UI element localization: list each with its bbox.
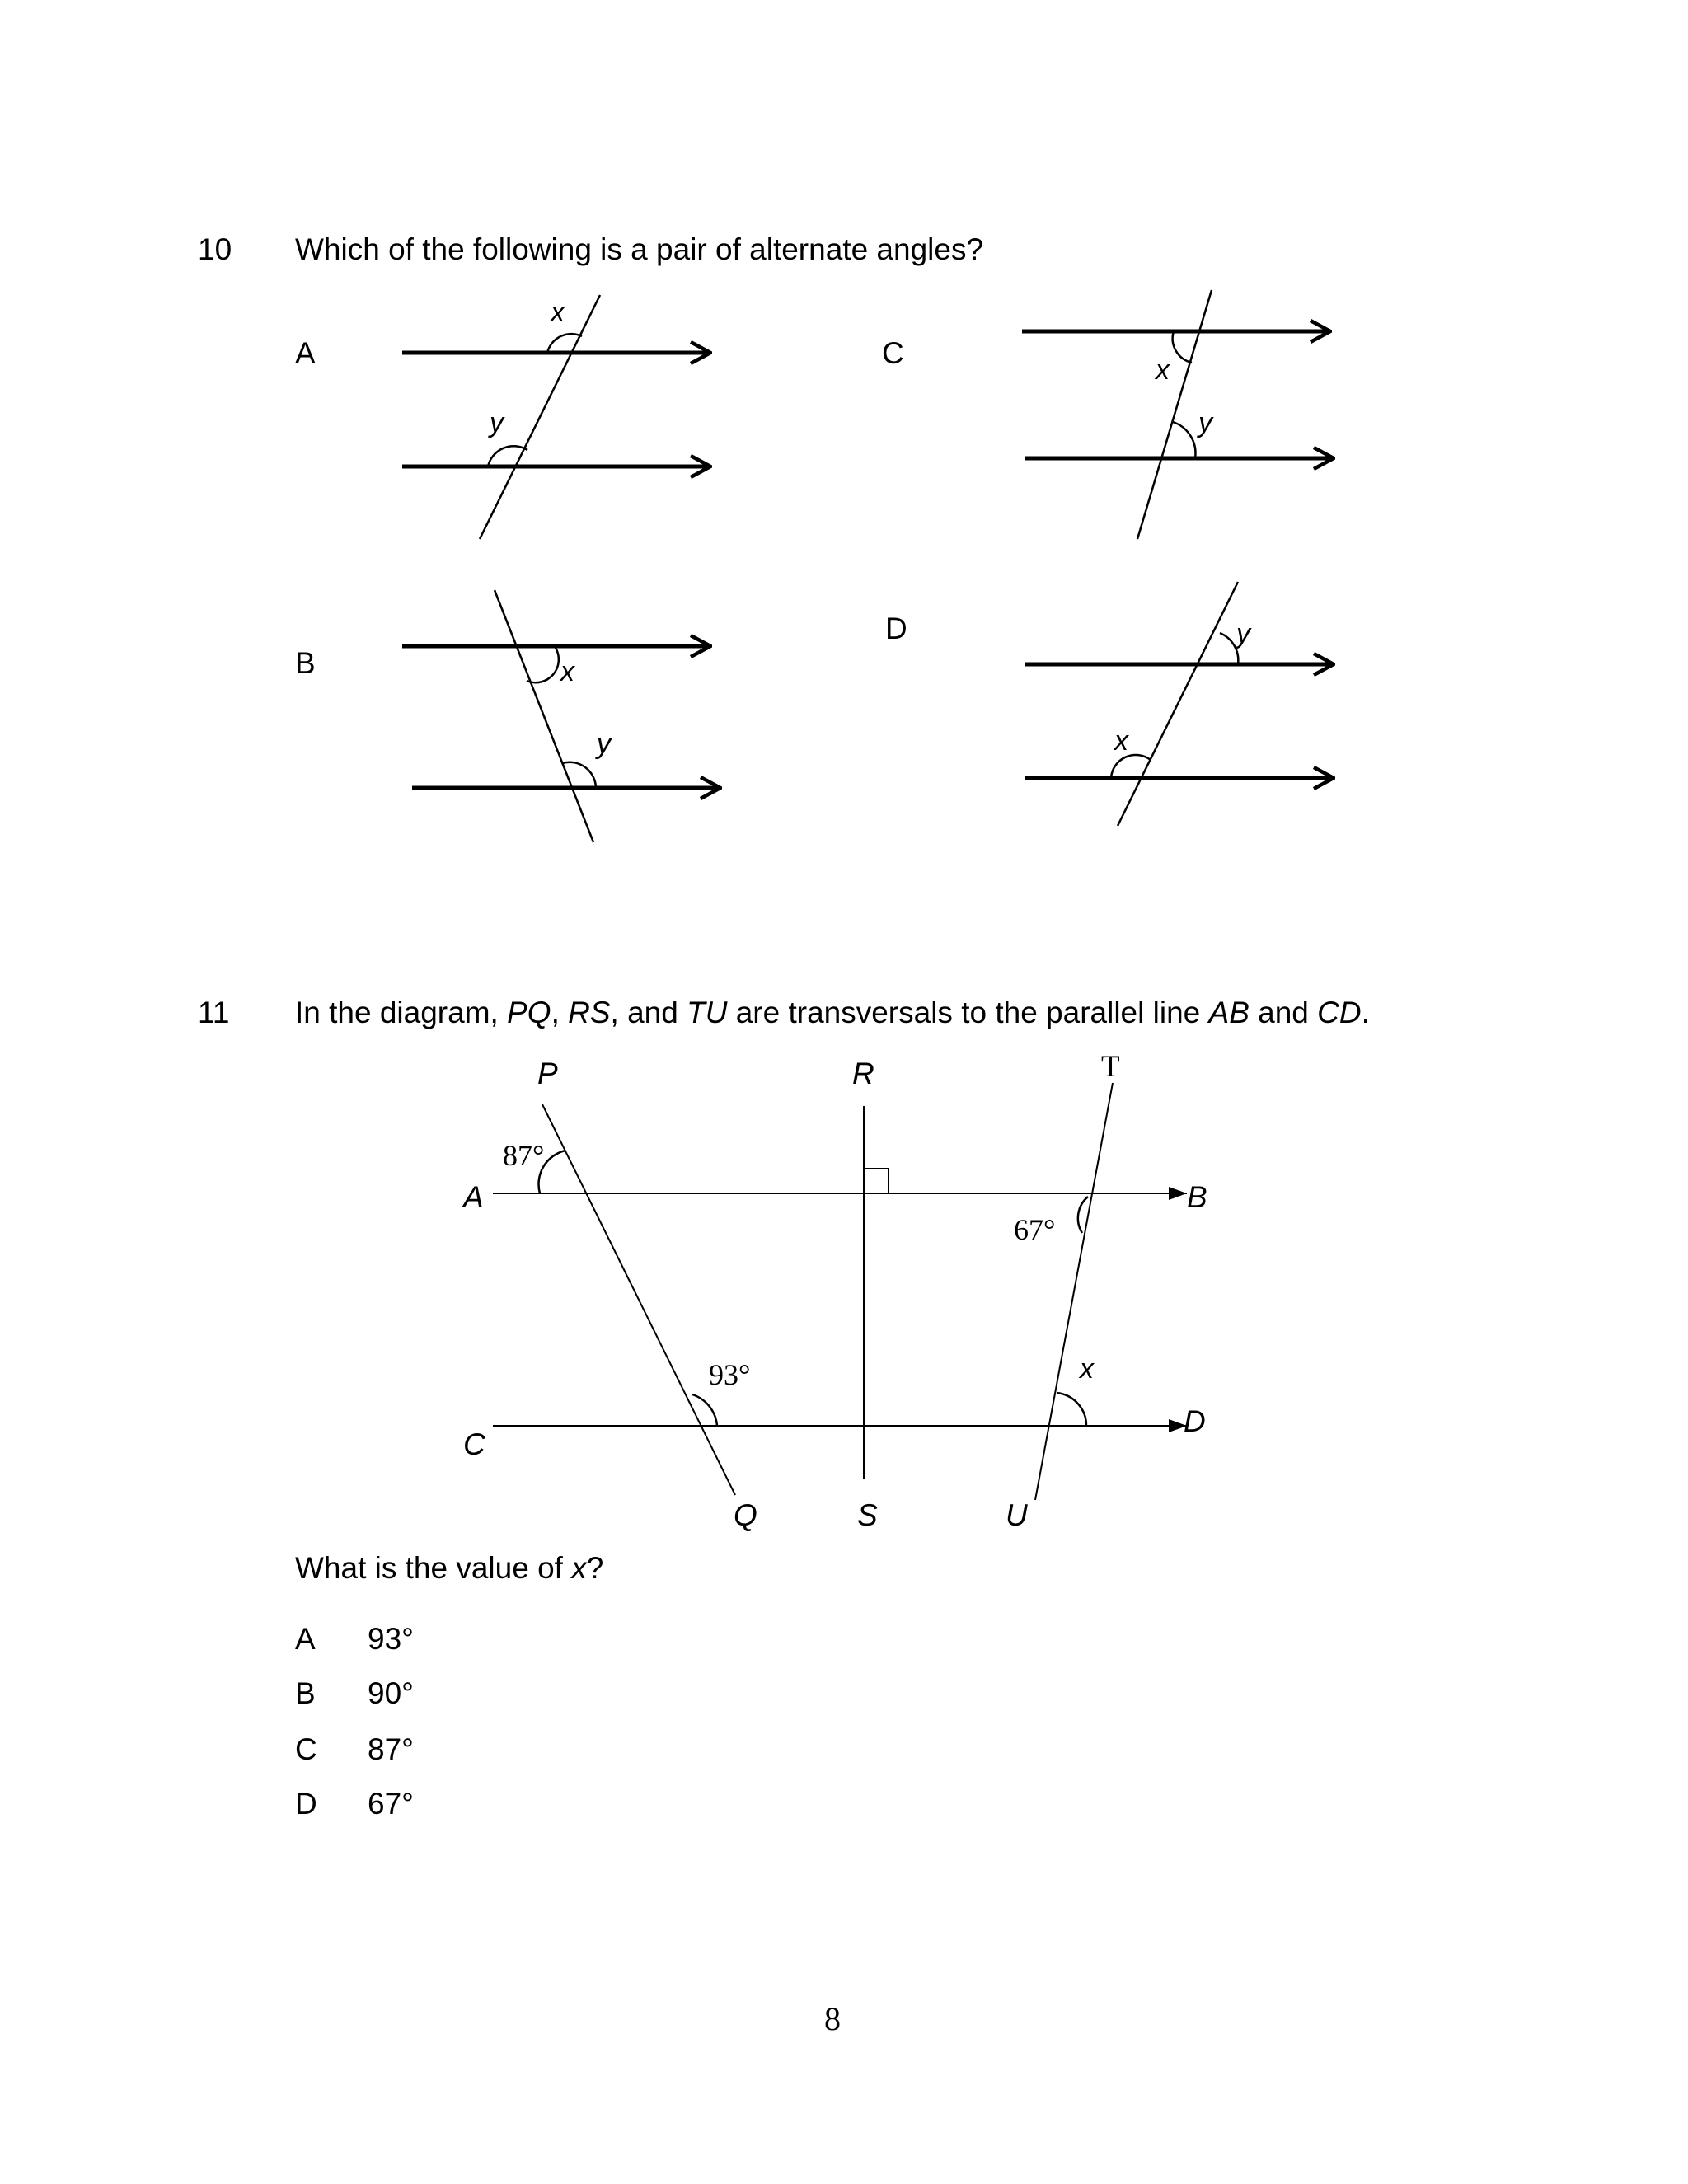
figure-option-b <box>402 590 720 842</box>
option-letter-a: A <box>295 336 316 370</box>
point-label-s: S <box>857 1498 878 1532</box>
choice-value-d: 67° <box>368 1787 414 1821</box>
angle-arc-x <box>527 648 559 682</box>
choice-value-b: 90° <box>368 1676 414 1710</box>
choice-value-c: 87° <box>368 1732 414 1766</box>
point-label-b: B <box>1187 1180 1207 1214</box>
question-number: 11 <box>198 996 230 1029</box>
angle-label-x: x <box>1156 354 1170 386</box>
figure-option-d <box>1025 582 1334 826</box>
option-letter-d: D <box>885 612 907 645</box>
question-text: Which of the following is a pair of alternate angles? <box>295 232 984 266</box>
choice-letter-b: B <box>295 1676 316 1710</box>
angle-label-x: x <box>1114 725 1128 757</box>
angle-label-67: 67° <box>1014 1213 1056 1246</box>
question-text: In the diagram, PQ, RS, and TU are transversals to the parallel line AB and CD. <box>295 996 1370 1029</box>
line-pq <box>542 1104 735 1495</box>
figure-option-c <box>1022 290 1334 539</box>
angle-arc-x <box>1057 1393 1086 1426</box>
page-number: 8 <box>824 2000 841 2037</box>
point-label-q: Q <box>734 1498 757 1532</box>
question-number: 10 <box>198 232 232 266</box>
point-label-c: C <box>463 1427 485 1461</box>
transversal <box>495 590 593 842</box>
point-label-t: T <box>1101 1050 1120 1084</box>
angle-label-x: x <box>1080 1353 1094 1385</box>
point-label-r: R <box>852 1057 874 1090</box>
angle-arc-x <box>1111 755 1151 778</box>
angle-label-93: 93° <box>709 1358 751 1391</box>
angle-label-y: y <box>597 729 611 760</box>
line-tu <box>1035 1083 1113 1500</box>
angle-arc-y <box>1173 422 1195 458</box>
choice-letter-d: D <box>295 1787 317 1821</box>
angle-arc-93 <box>692 1394 717 1426</box>
point-label-u: U <box>1006 1498 1028 1532</box>
angle-label-x: x <box>560 656 574 687</box>
option-letter-c: C <box>882 336 904 370</box>
point-label-a: A <box>463 1180 484 1214</box>
angle-arc-y <box>1220 633 1238 664</box>
transversal-diagram <box>493 1083 1187 1500</box>
choice-letter-c: C <box>295 1732 317 1766</box>
option-letter-b: B <box>295 646 316 680</box>
angle-label-87: 87° <box>503 1139 545 1172</box>
choice-value-a: 93° <box>368 1622 414 1656</box>
right-angle-marker <box>864 1169 889 1193</box>
figure-option-a <box>402 295 710 539</box>
sub-question: What is the value of x? <box>295 1551 604 1585</box>
point-label-d: D <box>1184 1404 1206 1438</box>
transversal <box>1118 582 1238 826</box>
angle-label-x: x <box>551 297 565 328</box>
angle-label-y: y <box>490 407 504 438</box>
angle-label-y: y <box>1236 618 1250 649</box>
angle-label-y: y <box>1198 407 1212 438</box>
angle-arc-x <box>1173 331 1192 363</box>
choice-letter-a: A <box>295 1622 316 1656</box>
point-label-p: P <box>537 1057 558 1090</box>
